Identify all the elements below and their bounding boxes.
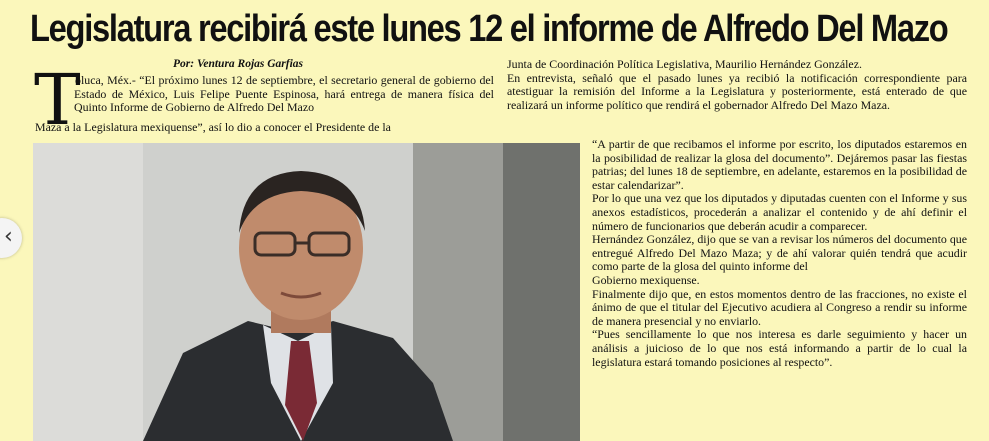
- paragraph: Hernández González, dijo que se van a revisar los números del documento que entregué Alfredo Del Mazo Maza; y de ahí valorar quién tendrá que acudir como parte de la glosa del quinto informe del: [592, 232, 967, 274]
- paragraph: Junta de Coordinación Política Legislativa, Maurilio Hernández González.: [507, 57, 862, 71]
- photo-illustration: [33, 143, 580, 441]
- lead-paragraph: oluca, Méx.- “El próximo lunes 12 de septiembre, el secretario general de gobierno del Estado de México, Luis Felipe Puente Espinosa, hará entrega de manera física del Quinto Informe de Gobierno de Alfredo Del Mazo: [74, 73, 494, 115]
- paragraph: Finalmente dijo que, en estos momentos dentro de las fracciones, no existe el ánimo de que el titular del Ejecutivo acudiera al Congreso a rendir su informe de manera presencial y no enviarlo.: [592, 286, 967, 328]
- headline: Legislatura recibirá este lunes 12 el informe de Alfredo Del Mazo: [30, 8, 948, 50]
- article-photo: [33, 143, 580, 441]
- right-column-main: [592, 138, 967, 369]
- paragraph: “Pues sencillamente lo que nos interesa es darle seguimiento y hacer un análisis a juicioso de lo que nos está informando a partir de lo cual la legislatura estará tomando posiciones al respecto”.: [592, 327, 967, 369]
- right-column-top: [507, 58, 967, 112]
- chevron-left-icon: ‹: [4, 224, 13, 249]
- paragraph: “A partir de que recibamos el informe por escrito, los diputados estaremos en la posibilidad de realizar la glosa del documento”. Dejáremos pasar las fiestas patrias; del lunes 18 de septiembre, en adelante, estaremos en la posibilidad de estar calendarizar”.: [592, 137, 967, 192]
- paragraph: Por lo que una vez que los diputados y diputadas cuenten con el Informe y sus anexos estadísticos, procederán a analizar el contenido y de ahí definir el número de funcionarios que deberán acudir a comparecer.: [592, 191, 967, 233]
- paragraph: Gobierno mexiquense.: [592, 272, 700, 287]
- lead-paragraph-end: Maza a la Legislatura mexiquense”, así lo dio a conocer el Presidente de la: [35, 120, 391, 134]
- paragraph: En entrevista, señaló que el pasado lunes ya recibió la notificación correspondiente para atestiguar la remisión del Informe a la Legislatura y posteriormente, está enterado de que realizará un informe político que rendirá el gobernador Alfredo Del Mazo Maza.: [507, 70, 967, 112]
- drop-cap: T: [34, 59, 81, 141]
- previous-page-button[interactable]: [0, 218, 22, 258]
- byline: Por: Ventura Rojas Garfias: [173, 58, 304, 70]
